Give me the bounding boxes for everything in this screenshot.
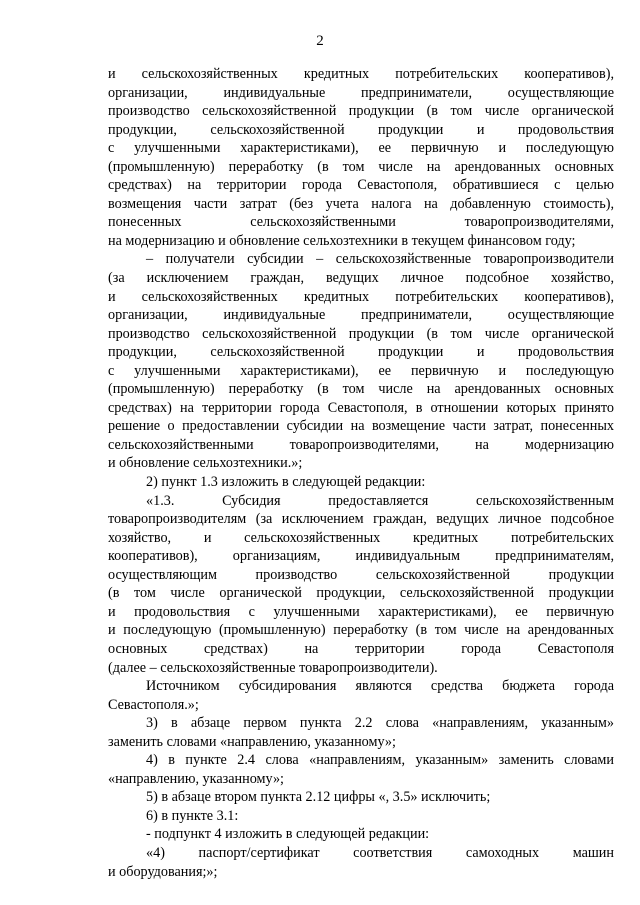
- text-line: решение о предоставлении субсидии на возмещение части затрат, понесенных: [108, 418, 614, 435]
- text-line: и обновление сельхозтехники.»;: [108, 455, 303, 472]
- text-line: с улучшенными характеристиками), ее первичную и последующую: [108, 140, 614, 157]
- text-line: продукции, сельскохозяйственной продукции и продовольствия: [108, 344, 614, 361]
- text-line: товаропроизводителям (за исключением граждан, ведущих личное подсобное: [108, 511, 614, 528]
- text-line: и продовольствия с улучшенными характеристиками), ее первичную: [108, 603, 614, 620]
- text-line: «4) паспорт/сертификат соответствия самоходных машин: [146, 844, 614, 861]
- text-line: организации, индивидуальные предприниматели, осуществляющие: [108, 84, 614, 101]
- text-line: 4) в пункте 2.4 слова «направлениям, указанным» заменить словами: [146, 752, 614, 769]
- text-line: кооперативов), организациям, индивидуальным предпринимателям,: [108, 548, 614, 565]
- text-line: и сельскохозяйственных кредитных потребительских кооперативов),: [108, 288, 614, 305]
- text-line: Источником субсидирования являются средства бюджета города: [146, 678, 614, 695]
- text-line: и сельскохозяйственных кредитных потребительских кооперативов),: [108, 66, 614, 82]
- text-line: производство сельскохозяйственной продукции (в том числе органической: [108, 103, 614, 120]
- text-line: (в том числе органической продукции, сельскохозяйственной продукции: [108, 585, 614, 602]
- text-line: возмещения части затрат (без учета налога на добавленную стоимость),: [108, 195, 614, 212]
- text-line: средствах) на территории города Севастополя, в отношении которых принято: [108, 399, 614, 416]
- text-line: 5) в абзаце втором пункта 2.12 цифры «, 3.5» исключить;: [146, 789, 491, 806]
- text-line: организации, индивидуальные предприниматели, осуществляющие: [108, 307, 614, 324]
- text-line: понесенных сельскохозяйственными товаропроизводителями,: [108, 214, 614, 231]
- text-line: (промышленную) переработку (в том числе на арендованных основных: [108, 158, 614, 175]
- text-line: (промышленную) переработку (в том числе на арендованных основных: [108, 381, 614, 398]
- text-line: и последующую (промышленную) переработку (в том числе на арендованных: [108, 622, 614, 639]
- text-line: Севастополя.»;: [108, 696, 199, 713]
- text-line: 2) пункт 1.3 изложить в следующей редакции:: [146, 474, 426, 491]
- text-line: 3) в абзаце первом пункта 2.2 слова «направлениям, указанным»: [146, 715, 614, 732]
- text-line: заменить словами «направлению, указанному»;: [108, 733, 396, 750]
- text-line: «1.3. Субсидия предоставляется сельскохозяйственным: [146, 492, 614, 509]
- text-line: - подпункт 4 изложить в следующей редакции:: [146, 826, 430, 843]
- text-line: (далее – сельскохозяйственные товаропроизводители).: [108, 659, 438, 676]
- text-line: и оборудования;»;: [108, 863, 218, 880]
- text-line: (за исключением граждан, ведущих личное подсобное хозяйство,: [108, 270, 614, 287]
- page-number: 2: [316, 33, 324, 49]
- text-line: производство сельскохозяйственной продукции (в том числе органической: [108, 325, 614, 342]
- text-line: средствах) на территории города Севастополя, обратившиеся с целью: [108, 177, 614, 194]
- text-line: основных средствах) на территории города Севастополя: [108, 640, 614, 657]
- text-line: осуществляющим производство сельскохозяйственной продукции: [108, 566, 614, 583]
- text-line: – получатели субсидии – сельскохозяйственные товаропроизводители: [146, 251, 614, 268]
- text-line: на модернизацию и обновление сельхозтехники в текущем финансовом году;: [108, 232, 576, 249]
- text-line: хозяйство, и сельскохозяйственных кредитных потребительских: [108, 529, 614, 546]
- text-line: «направлению, указанному»;: [108, 770, 284, 787]
- text-line: продукции, сельскохозяйственной продукции и продовольствия: [108, 121, 614, 138]
- text-line: с улучшенными характеристиками), ее первичную и последующую: [108, 362, 614, 379]
- document-body: [108, 65, 614, 881]
- text-line: 6) в пункте 3.1:: [146, 807, 239, 824]
- text-line: сельскохозяйственными товаропроизводителями, на модернизацию: [108, 436, 614, 453]
